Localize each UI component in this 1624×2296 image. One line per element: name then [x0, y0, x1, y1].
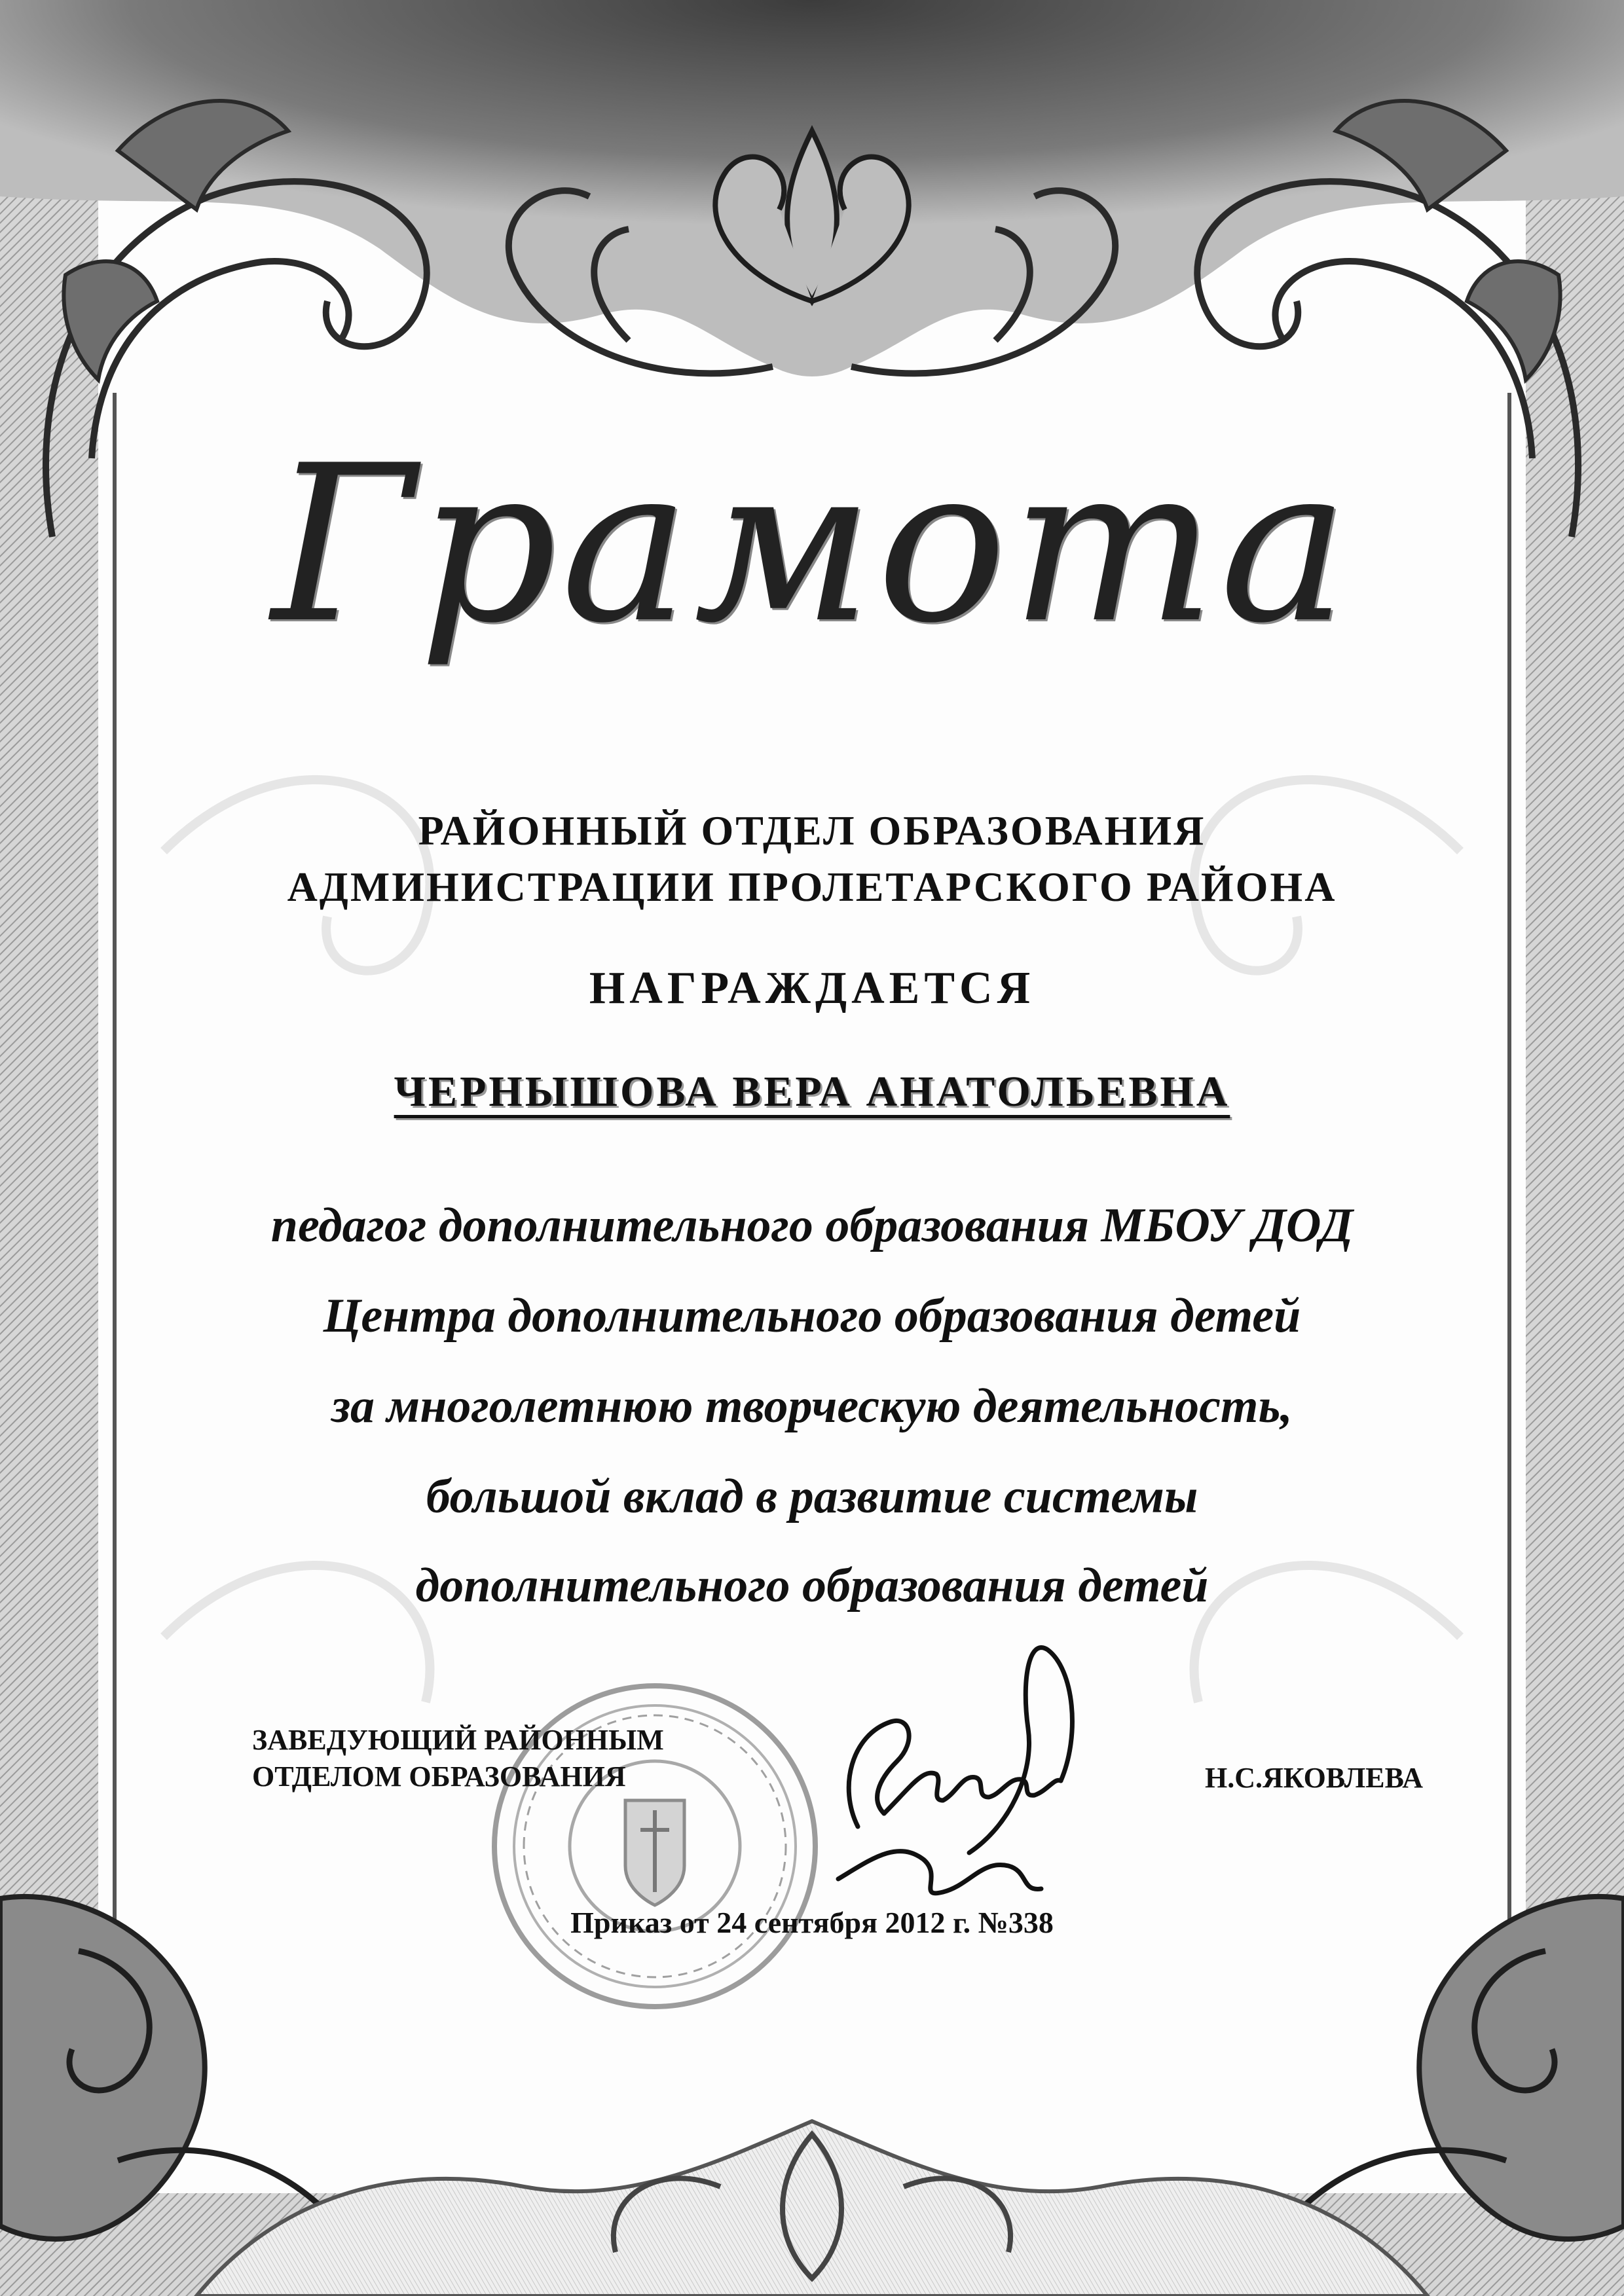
issuer-line-2: АДМИНИСТРАЦИИ ПРОЛЕТАРСКОГО РАЙОНА	[287, 864, 1337, 910]
description-line-3: за многолетнюю творческую деятельность,	[331, 1379, 1293, 1433]
awarded-heading: НАГРАЖДАЕТСЯ	[589, 963, 1035, 1013]
description-line-4: большой вклад в развитие системы	[426, 1470, 1198, 1523]
recipient-name-row	[0, 1067, 1624, 1117]
signer-position	[252, 1722, 664, 1795]
description-line-5: дополнительного образования детей	[415, 1559, 1209, 1613]
signer-position-line-2: ОТДЕЛОМ ОБРАЗОВАНИЯ	[252, 1760, 626, 1793]
certificate-title: Грамота	[271, 419, 1353, 670]
recipient-name: ЧЕРНЫШОВА ВЕРА АНАТОЛЬЕВНА	[394, 1068, 1230, 1116]
order-reference: Приказ от 24 сентября 2012 г. №338	[570, 1906, 1054, 1939]
description-line-1: педагог дополнительного образования МБОУ ДОД	[270, 1199, 1354, 1252]
signer-position-line-1: ЗАВЕДУЮЩИЙ РАЙОННЫМ	[252, 1724, 664, 1756]
handwritten-signature-icon	[812, 1630, 1087, 1918]
issuer-line-1: РАЙОННЫЙ ОТДЕЛ ОБРАЗОВАНИЯ	[418, 807, 1206, 854]
description-line-2: Центра дополнительного образования детей	[323, 1289, 1301, 1343]
signer-name: Н.С.ЯКОВЛЕВА	[1205, 1762, 1423, 1794]
